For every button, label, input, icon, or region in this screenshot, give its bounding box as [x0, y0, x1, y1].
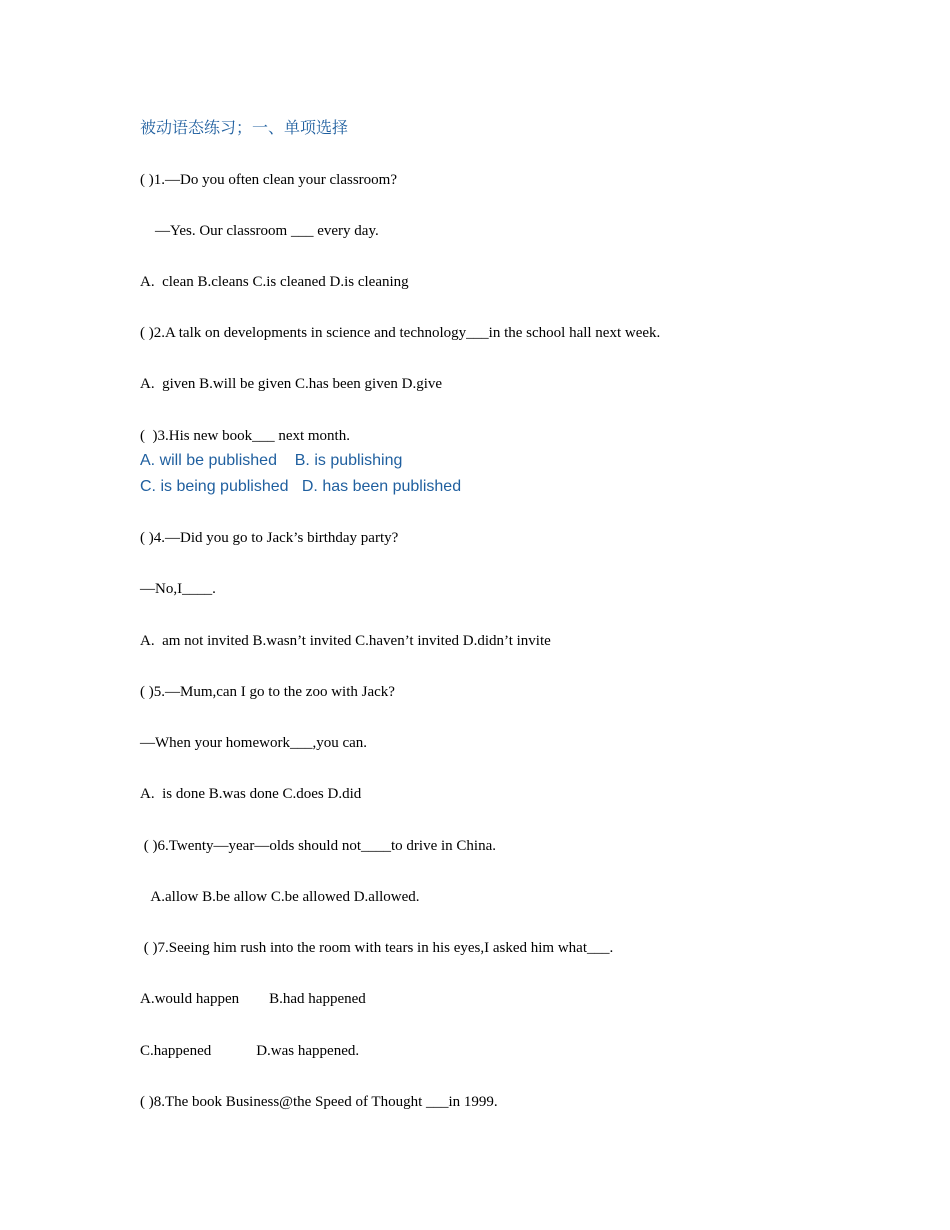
question-1-options: A. clean B.cleans C.is cleaned D.is cleaning: [140, 274, 409, 290]
question-6-stem: ( )6.Twenty—year—olds should not____to drive in China.: [140, 838, 496, 854]
question-3-options-cd: C. is being published D. has been published: [140, 478, 462, 495]
question-4-stem: ( )4.—Did you go to Jack’s birthday party?: [140, 530, 399, 546]
question-7-options-cd: C.happened D.was happened.: [140, 1043, 360, 1059]
question-1-stem: ( )1.—Do you often clean your classroom?: [140, 172, 398, 188]
question-5-stem: ( )5.—Mum,can I go to the zoo with Jack?: [140, 684, 395, 700]
question-2-options: A. given B.will be given C.has been given D.give: [140, 376, 443, 392]
question-1-dialogue: —Yes. Our classroom ___ every day.: [140, 223, 379, 239]
section-heading: 被动语态练习；一、单项选择: [140, 120, 349, 137]
question-5-options: A. is done B.was done C.does D.did: [140, 786, 362, 802]
question-2-stem: ( )2.A talk on developments in science and technology___in the school hall next week.: [140, 325, 661, 341]
question-6-options: A.allow B.be allow C.be allowed D.allowed.: [140, 889, 420, 905]
question-4-options: A. am not invited B.wasn’t invited C.haven’t invited D.didn’t invite: [140, 633, 551, 649]
question-8-stem: ( )8.The book Business@the Speed of Thought ___in 1999.: [140, 1094, 498, 1110]
question-4-dialogue: —No,I____.: [140, 581, 216, 597]
question-7-options-ab: A.would happen B.had happened: [140, 991, 366, 1007]
question-3-stem: ( )3.His new book___ next month.: [140, 428, 350, 444]
question-3-options-ab: A. will be published B. is publishing: [140, 452, 403, 469]
question-7-stem: ( )7.Seeing him rush into the room with tears in his eyes,I asked him what___.: [140, 940, 614, 956]
question-5-dialogue: —When your homework___,you can.: [140, 735, 368, 751]
